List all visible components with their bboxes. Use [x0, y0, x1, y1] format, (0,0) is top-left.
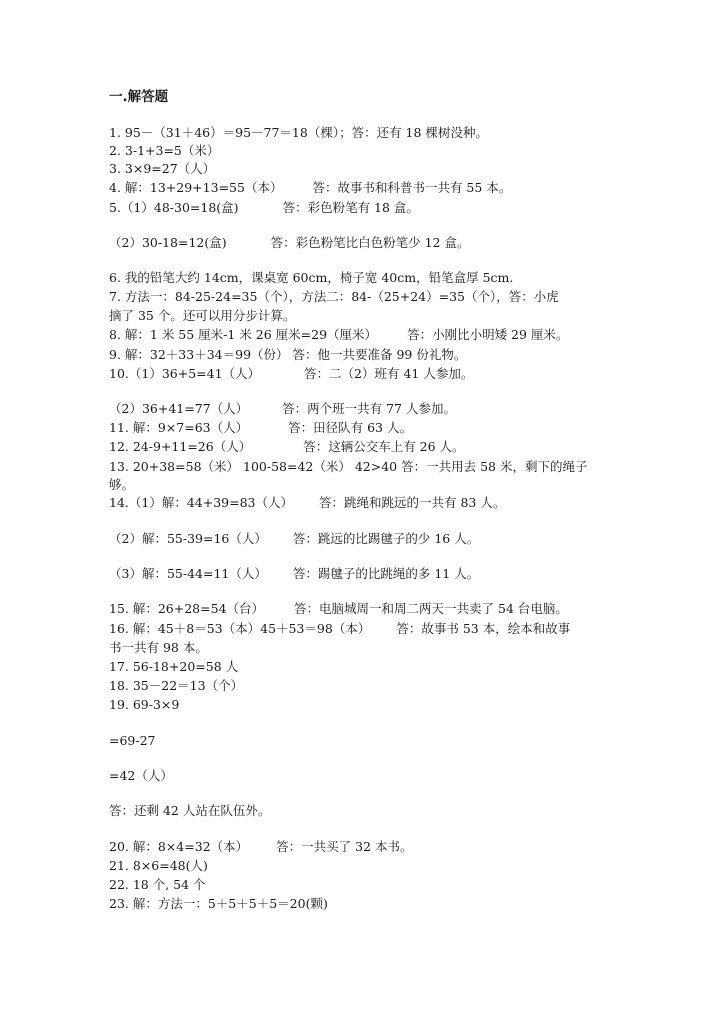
answer-text: 够。	[109, 477, 135, 492]
answer-text: 17. 56-18+20=58 人	[109, 659, 239, 674]
answer-reply: 答：跳远的比踢毽子的少 16 人。	[292, 531, 480, 546]
answer-reply: 答：电脑城周一和周二两天一共卖了 54 台电脑。	[294, 601, 568, 616]
answer-text: 8. 解：1 米 55 厘米-1 米 26 厘米=29（厘米）	[109, 327, 378, 342]
answer-text: 3. 3×9=27（人）	[109, 161, 216, 176]
answer-9	[109, 346, 466, 364]
answer-reply: 答：一共买了 32 本书。	[276, 839, 413, 854]
answer-text: 书一共有 98 本。	[109, 640, 208, 655]
answer-10-part-1	[109, 365, 473, 383]
answer-reply: 答：彩色粉笔有 18 盒。	[282, 200, 419, 215]
answer-text: 21. 8×6=48(人)	[109, 858, 208, 873]
answer-text: 5.（1）48-30=18(盒)	[109, 200, 239, 215]
answer-7-continued	[109, 307, 295, 325]
answer-1	[109, 124, 488, 142]
answer-text: 摘了 35 个。还可以用分步计算。	[109, 308, 296, 323]
answer-text: 12. 24-9+11=26（人）	[109, 439, 252, 454]
answer-reply: 答：踢毽子的比跳绳的多 11 人。	[292, 566, 480, 581]
answer-reply: 答：二（2）班有 41 人参加。	[304, 366, 474, 381]
answer-reply: 答：这辆公交车上有 26 人。	[303, 439, 465, 454]
answer-16-continued	[109, 639, 208, 657]
answer-text: 10.（1）36+5=41（人）	[109, 366, 261, 381]
answer-15	[109, 600, 568, 618]
answer-14-part-3	[109, 565, 479, 583]
answer-19-step-2	[109, 767, 173, 785]
answer-text: =42（人）	[109, 768, 173, 783]
answer-6	[109, 269, 513, 287]
answer-23	[109, 895, 328, 913]
answer-19	[109, 696, 179, 714]
answer-19-step-1	[109, 732, 156, 750]
answer-11	[109, 419, 412, 437]
answer-13-continued	[109, 476, 134, 494]
answer-5-part-2	[109, 234, 469, 252]
answer-3	[109, 160, 215, 178]
answer-5-part-1	[109, 199, 419, 217]
answer-reply: 答：彩色粉笔比白色粉笔少 12 盒。	[270, 235, 470, 250]
answer-text: 1. 95－（31＋46）＝95－77＝18（棵）；答：还有 18 棵树没种。	[109, 125, 488, 140]
answer-16	[109, 620, 570, 638]
answer-text: 6. 我的铅笔大约 14cm，课桌宽 60cm，椅子宽 40cm，铅笔盒厚 5cm.	[109, 270, 514, 285]
answer-reply: 答：两个班一共有 77 人参加。	[282, 401, 456, 416]
answer-4	[109, 179, 511, 197]
answer-13	[109, 458, 587, 476]
answer-reply: 答：故事书 53 本，绘本和故事	[396, 621, 571, 636]
answer-17	[109, 658, 238, 676]
answer-2	[109, 142, 219, 160]
answer-text: 20. 解：8×4=32（本）	[109, 839, 249, 854]
answer-reply: 答：还剩 42 人站在队伍外。	[109, 803, 271, 818]
answer-19-reply	[109, 802, 270, 820]
answer-text: 23. 解：方法一：5＋5＋5＋5＝20(颗)	[109, 896, 328, 911]
answer-14-part-1	[109, 494, 505, 512]
answer-text: 18. 35－22＝13（个）	[109, 678, 244, 693]
answer-reply: 答：故事书和科普书一共有 55 本。	[312, 180, 512, 195]
answer-text: （2）30-18=12(盒)	[109, 235, 227, 250]
answer-text: 13. 20+38=58（米） 100-58=42（米） 42>40 答：一共用去 58 米，剩下的绳子	[109, 459, 588, 474]
answer-text: （3）解：55-44=11（人）	[109, 566, 267, 581]
answer-text: 16. 解：45＋8＝53（本）45＋53＝98（本）	[109, 621, 371, 636]
answer-text: （2）解：55-39=16（人）	[109, 531, 267, 546]
answer-14-part-2	[109, 530, 479, 548]
answer-8	[109, 326, 568, 344]
answer-text: 7. 方法一：84-25-24=35（个），方法二：84-（25+24）=35（个），答：小虎	[109, 289, 559, 304]
answer-21	[109, 857, 208, 875]
answer-text: 9. 解：32＋33＋34＝99（份） 答：他一共要准备 99 份礼物。	[109, 347, 467, 362]
answer-reply: 答：小刚比小明矮 29 厘米。	[407, 327, 569, 342]
answer-7	[109, 288, 559, 306]
answer-text: 14.（1）解：44+39=83（人）	[109, 495, 293, 510]
answer-18	[109, 677, 243, 695]
answer-text: 4. 解：13+29+13=55（本）	[109, 180, 283, 195]
answer-text: （2）36+41=77（人）	[109, 401, 249, 416]
answer-10-part-2	[109, 400, 456, 418]
answer-reply: 答：田径队有 63 人。	[288, 420, 412, 435]
answer-text: 2. 3-1+3=5（米）	[109, 143, 220, 158]
answer-22	[109, 876, 206, 894]
answer-text: 11. 解：9×7=63（人）	[109, 420, 249, 435]
answer-12	[109, 438, 465, 456]
answer-text: 22. 18 个, 54 个	[109, 877, 206, 892]
answer-text: 19. 69-3×9	[109, 697, 180, 712]
answer-text: =69-27	[109, 733, 156, 748]
section-title: 一.解答题	[109, 89, 169, 105]
answer-reply: 答：跳绳和跳远的一共有 83 人。	[319, 495, 506, 510]
answer-text: 15. 解：26+28=54（台）	[109, 601, 265, 616]
answer-20	[109, 838, 412, 856]
